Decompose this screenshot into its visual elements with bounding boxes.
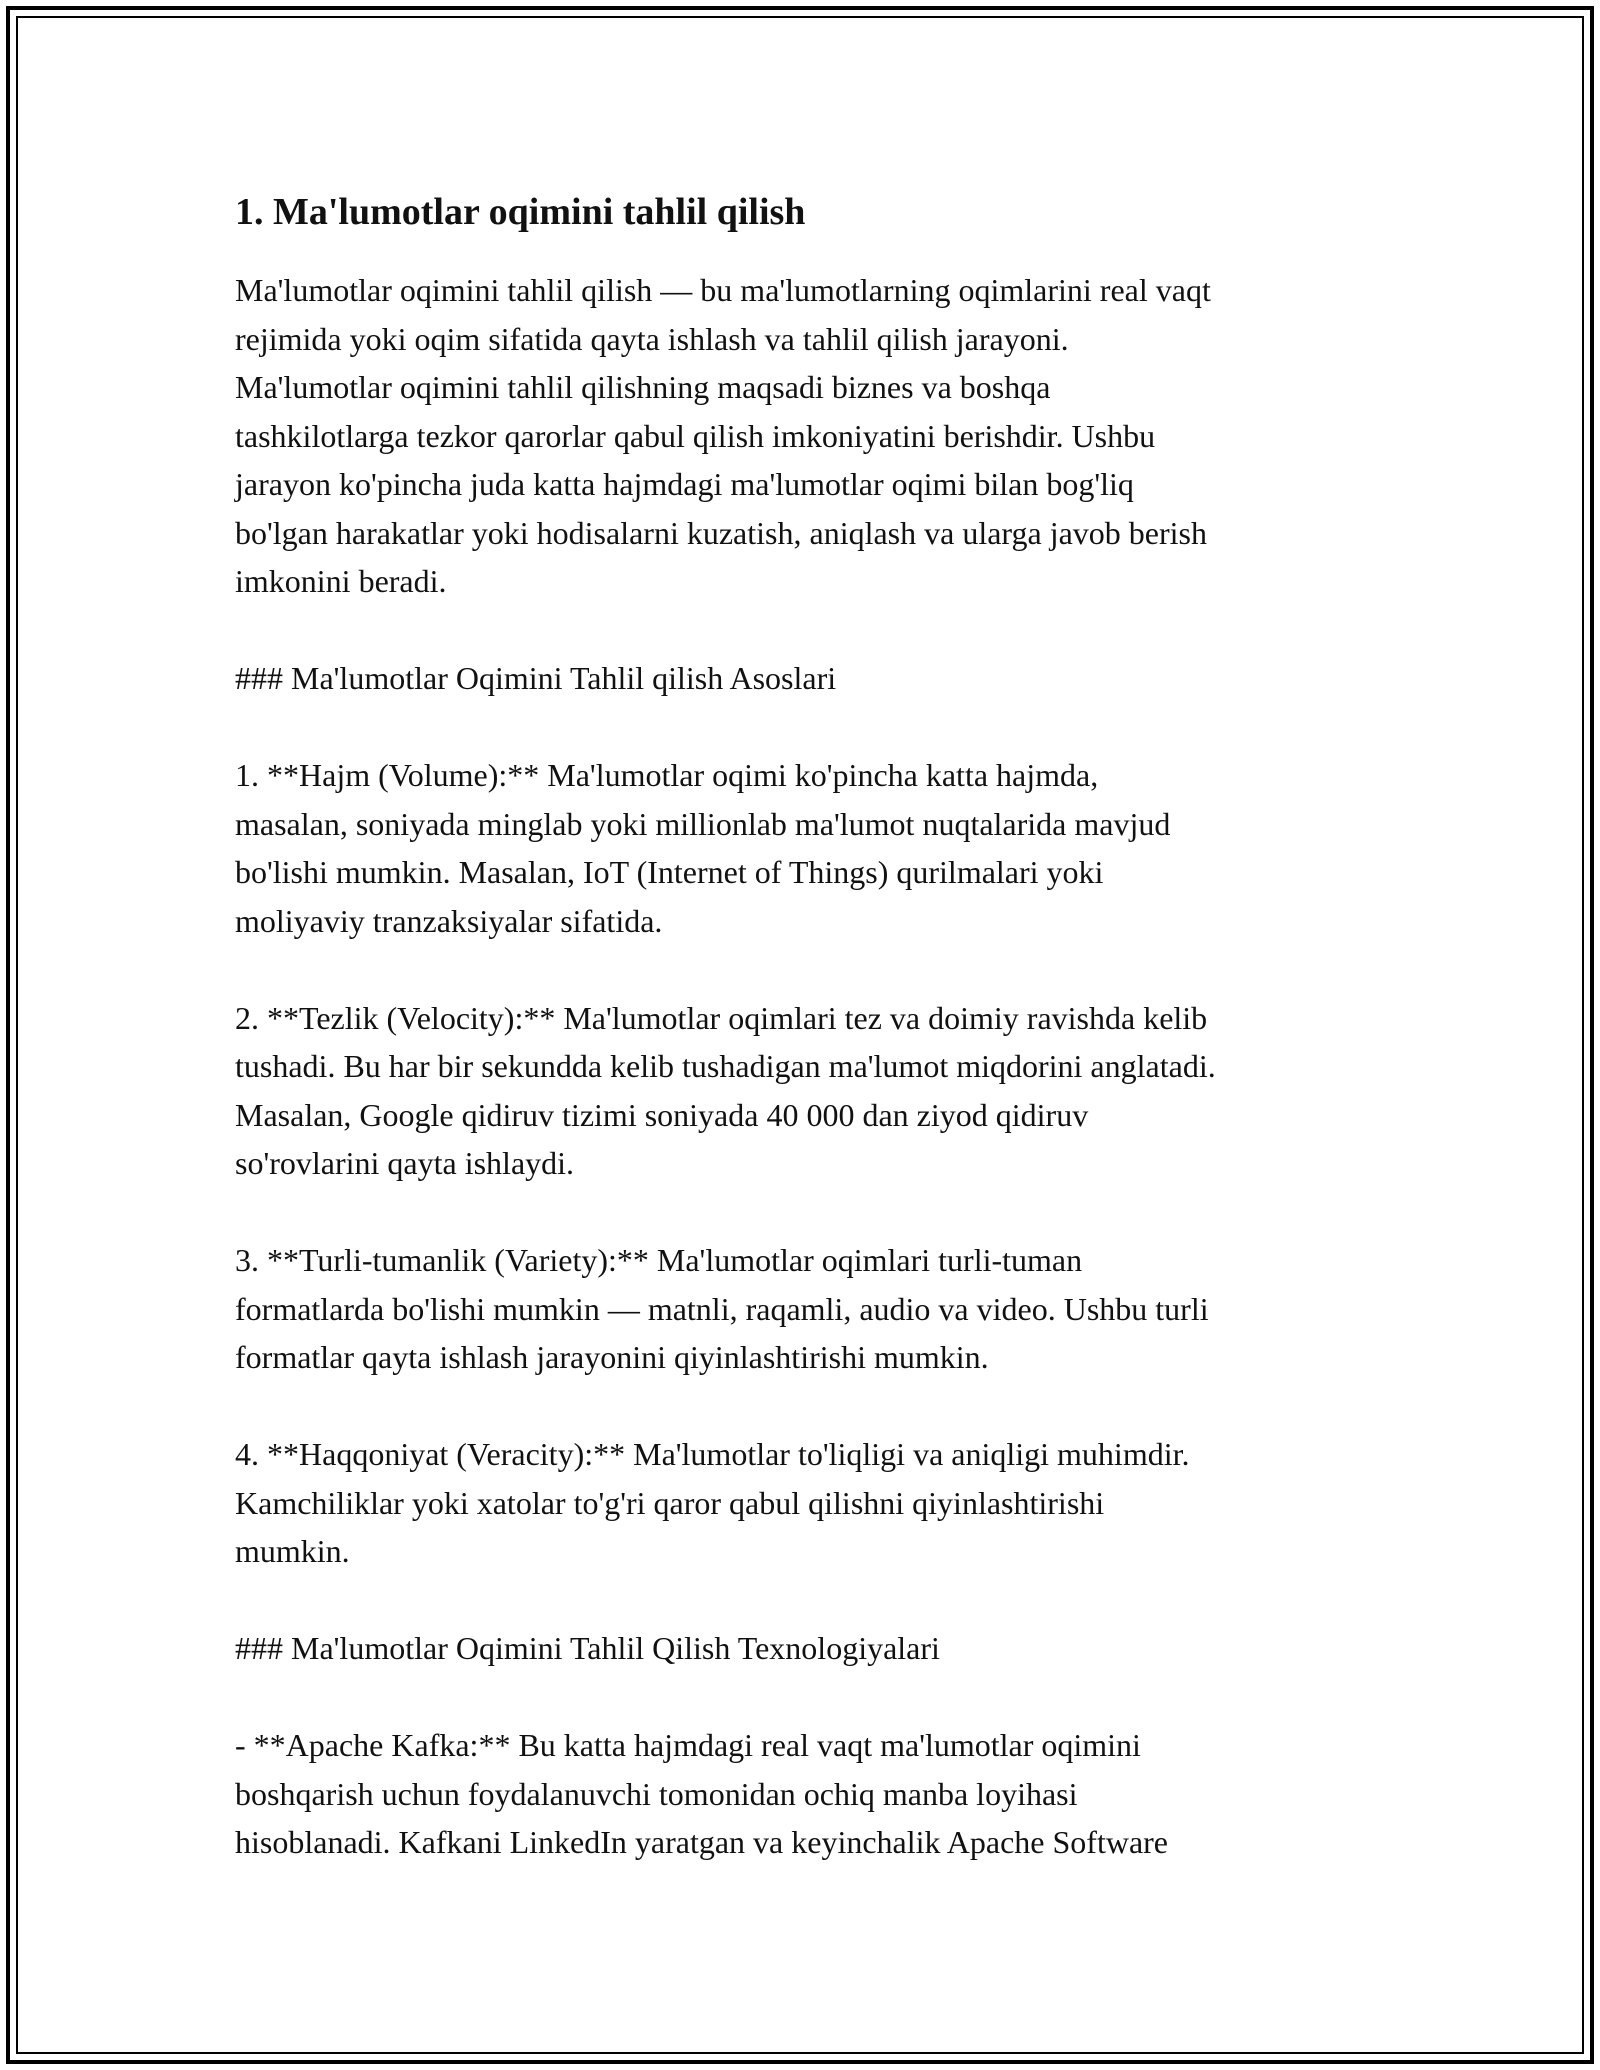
spacer	[235, 1382, 1365, 1431]
list-item-velocity: 2. **Tezlik (Velocity):** Ma'lumotlar oqimlari tez va doimiy ravishda kelib tushadi. Bu har bir sekundda kelib tushadigan ma'lumot miqdorini anglatadi. Masalan, Google qidiruv tizimi soniyada 40 000 dan ziyod qidiruv so'rovlarini qayta ishlaydi.	[235, 999, 1216, 1181]
basics-heading: ### Ma'lumotlar Oqimini Tahlil qilish Asoslari	[235, 660, 837, 696]
spacer	[235, 1188, 1365, 1237]
list-item-volume: 1. **Hajm (Volume):** Ma'lumotlar oqimi ko'pincha katta hajmda, masalan, soniyada minglab yoki millionlab ma'lumot nuqtalarida mavjud bo'lishi mumkin. Masalan, IoT (Internet of Things) qurilmalari yoki moliyaviy tranzaksiyalar sifatida.	[235, 757, 1171, 939]
list-item-variety: 3. **Turli-tumanlik (Variety):** Ma'lumotlar oqimlari turli-tuman formatlarda bo'lishi mumkin — matnli, raqamli, audio va video. Ushbu turli formatlar qayta ishlash jarayonini qiyinlashtirishi mumkin.	[235, 1242, 1209, 1375]
spacer	[235, 1576, 1365, 1625]
spacer	[235, 703, 1365, 752]
list-item-veracity: 4. **Haqqoniyat (Veracity):** Ma'lumotlar to'liqligi va aniqligi muhimdir. Kamchiliklar yoki xatolar to'g'ri qaror qabul qilishni qiyinlashtirishi mumkin.	[235, 1436, 1190, 1569]
spacer	[235, 606, 1365, 655]
document-title: 1. Ma'lumotlar oqimini tahlil qilish	[235, 191, 806, 233]
spacer	[235, 1673, 1365, 1722]
bullet-apache-kafka: - **Apache Kafka:** Bu katta hajmdagi real vaqt ma'lumotlar oqimini boshqarish uchun foydalanuvchi tomonidan ochiq manba loyihasi hisoblanadi. Kafkani LinkedIn yaratgan va keyinchalik Apache Software	[235, 1727, 1168, 1860]
document-body	[235, 182, 1365, 1867]
spacer	[235, 945, 1365, 994]
technologies-heading: ### Ma'lumotlar Oqimini Tahlil Qilish Texnologiyalari	[235, 1630, 940, 1666]
intro-paragraph: Ma'lumotlar oqimini tahlil qilish — bu ma'lumotlarning oqimlarini real vaqt rejimida yoki oqim sifatida qayta ishlash va tahlil qilish jarayoni. Ma'lumotlar oqimini tahlil qilishning maqsadi biznes va boshqa tashkilotlarga tezkor qarorlar qabul qilish imkoniyatini berishdir. Ushbu jarayon ko'pincha juda katta hajmdagi ma'lumotlar oqimi bilan bog'liq bo'lgan harakatlar yoki hodisalarni kuzatish, aniqlash va ularga javob berish imkonini beradi.	[235, 272, 1211, 599]
